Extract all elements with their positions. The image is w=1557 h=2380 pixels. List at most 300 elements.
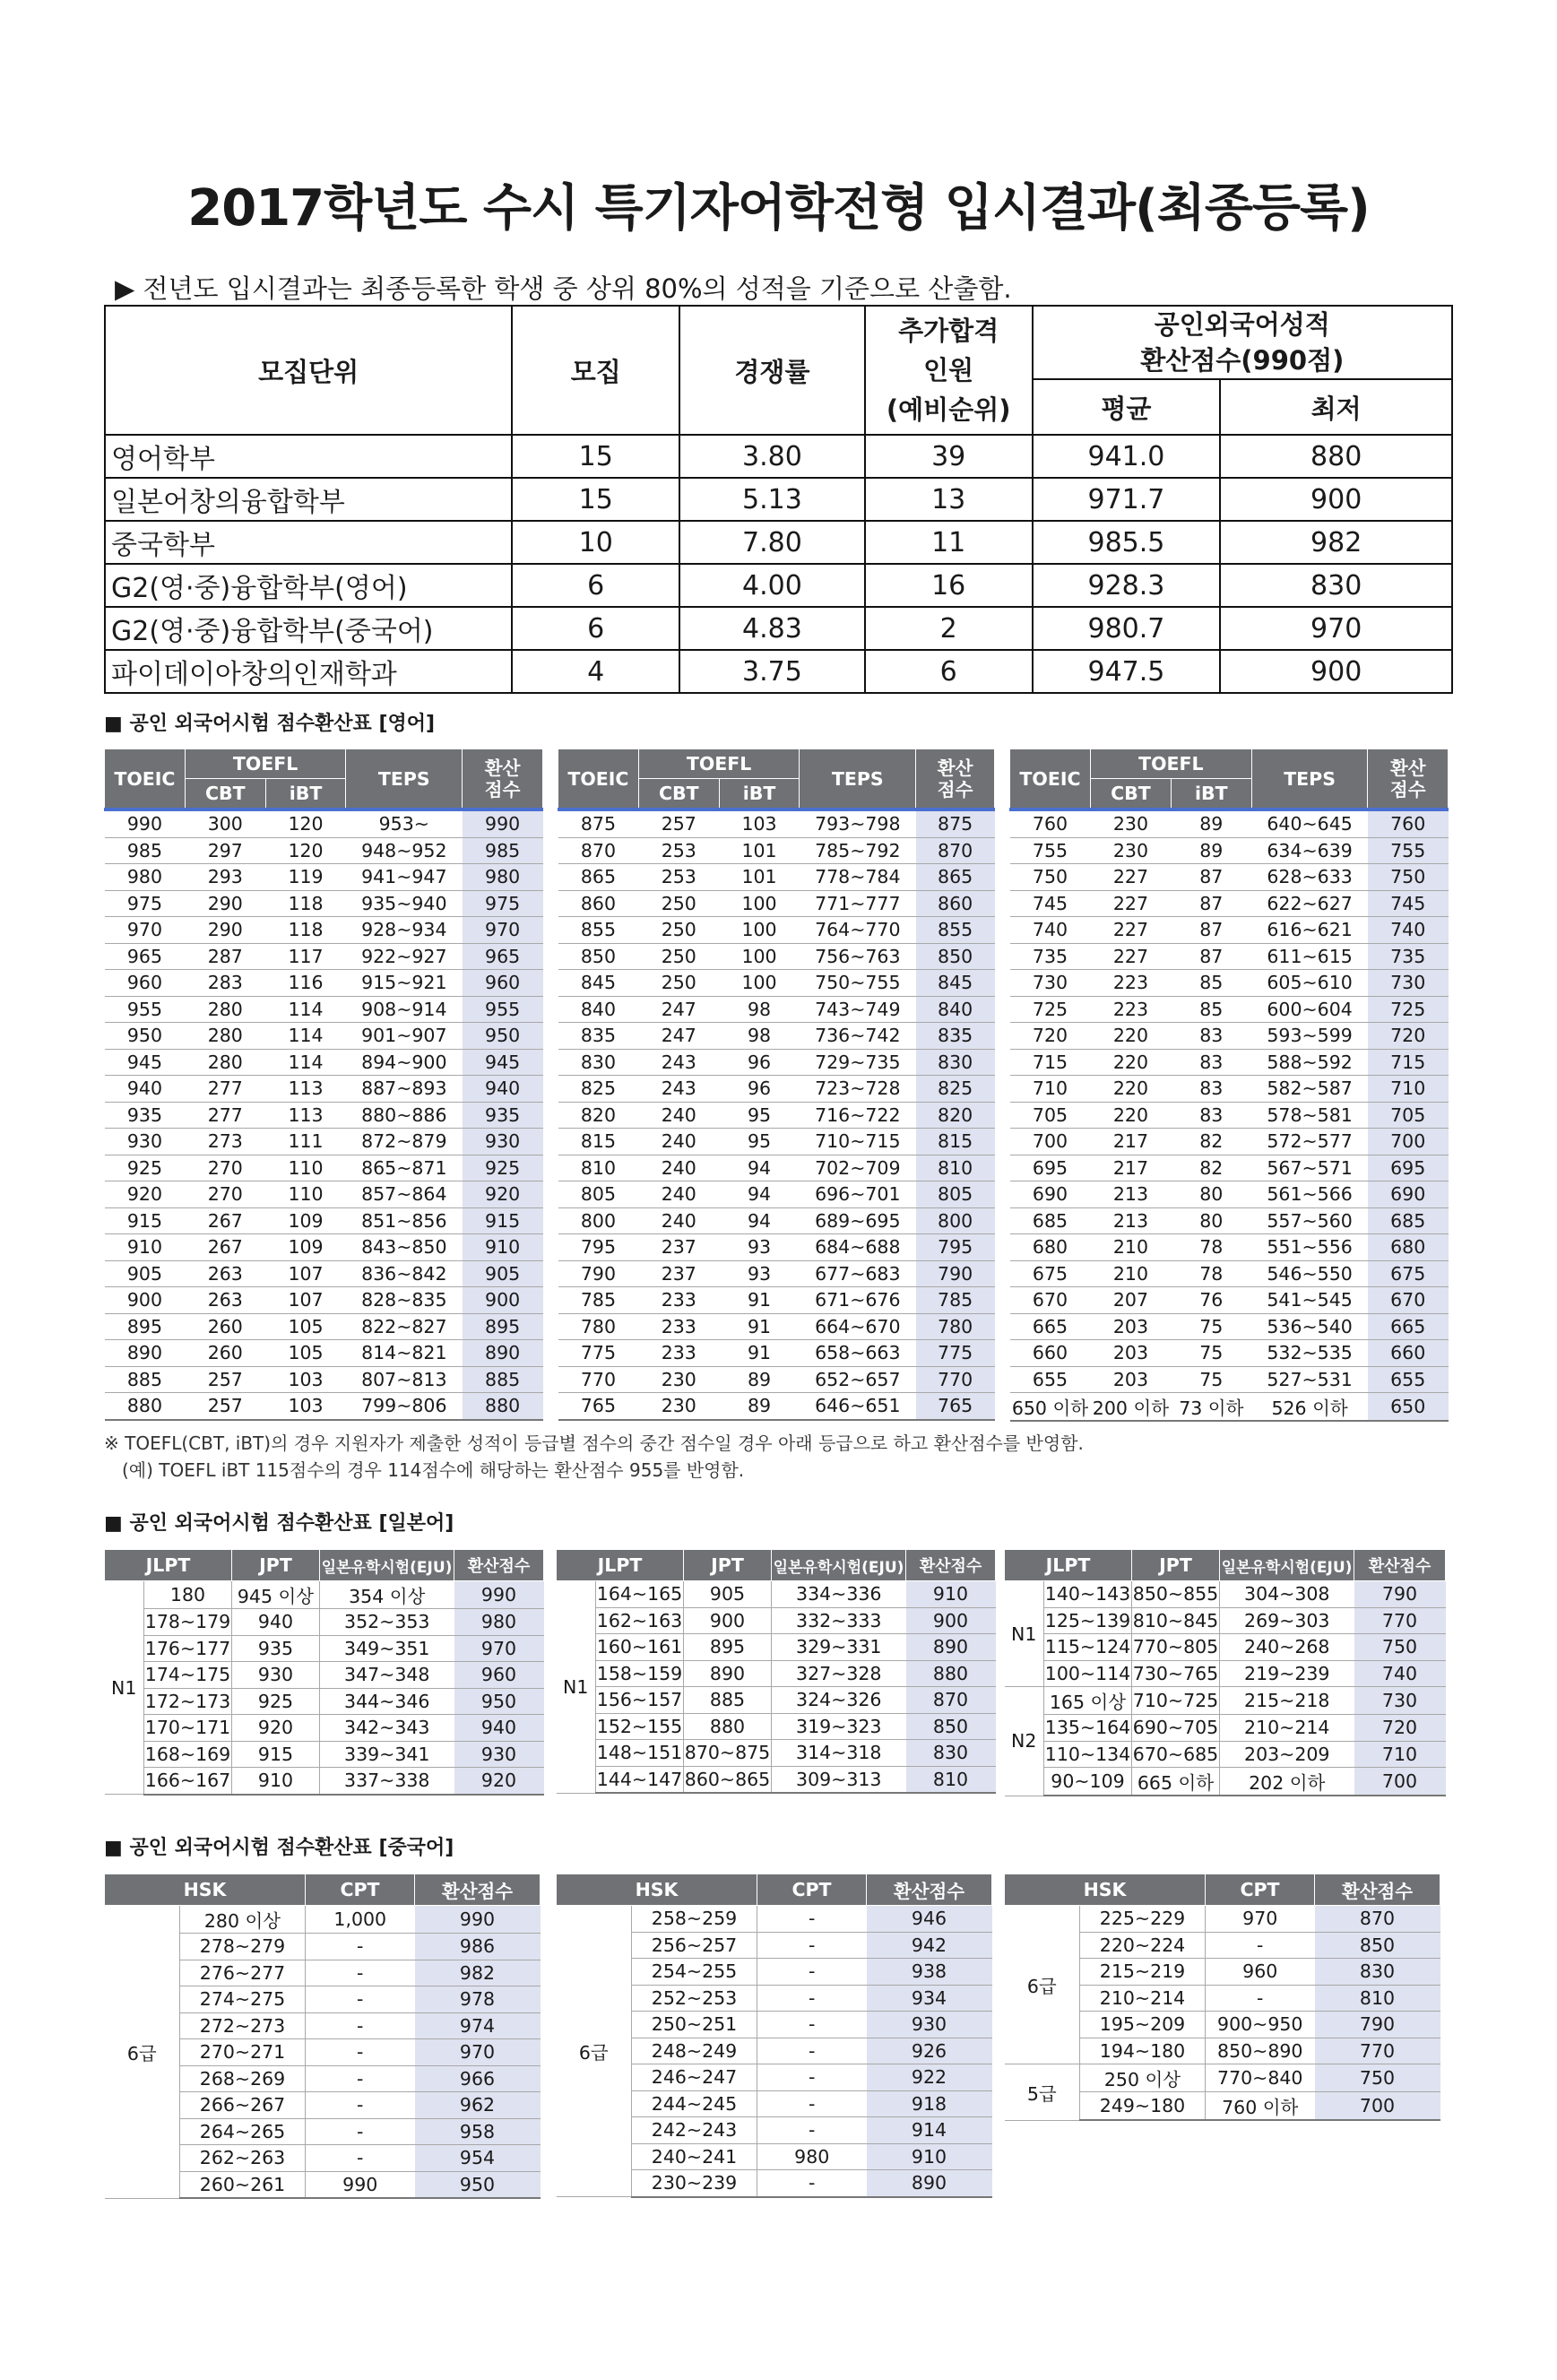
table-cell: 935 xyxy=(105,1102,186,1129)
table-cell: 240~241 xyxy=(632,2143,757,2170)
table-cell: 920 xyxy=(463,1181,543,1208)
score-header xyxy=(1368,749,1449,810)
table-cell: 300 xyxy=(185,809,265,837)
table-row xyxy=(105,996,543,1023)
table-cell: 755 xyxy=(1010,837,1091,864)
table-cell: 925 xyxy=(463,1155,543,1181)
table-cell: 890 xyxy=(867,2170,992,2197)
table-row xyxy=(557,1634,996,1661)
chinese-table xyxy=(1004,1874,1440,2121)
table-cell: 250 이상 xyxy=(1080,2064,1206,2092)
table-cell: 700 xyxy=(1354,1768,1446,1796)
table-cell: 250 xyxy=(638,970,719,997)
header-row xyxy=(1010,749,1449,779)
table-cell: 103 xyxy=(719,809,800,837)
table-cell: - xyxy=(306,2145,415,2172)
table-cell: 89 xyxy=(1171,837,1251,864)
table-cell: 905 xyxy=(105,1260,186,1287)
table-cell: 810~845 xyxy=(1132,1607,1220,1634)
table-cell: 243 xyxy=(638,1076,719,1103)
table-cell: 966 xyxy=(415,2065,541,2092)
table-cell: 101 xyxy=(719,864,800,891)
table-cell: 900 xyxy=(684,1607,772,1634)
table-cell: 611~615 xyxy=(1251,943,1368,970)
table-cell: 170~171 xyxy=(144,1715,232,1742)
table-cell: 180 xyxy=(144,1581,232,1609)
table-cell: 982 xyxy=(415,1960,541,1986)
table-cell: 940 xyxy=(232,1609,320,1636)
table-cell: 107 xyxy=(265,1260,346,1287)
table-cell: 780 xyxy=(916,1313,995,1340)
table-cell: 76 xyxy=(1171,1287,1251,1314)
table-cell: 87 xyxy=(1171,864,1251,891)
table-cell: 855 xyxy=(558,917,639,944)
table-cell: 974 xyxy=(415,2012,541,2039)
table-cell: 103 xyxy=(265,1366,346,1393)
level-cell: N1 xyxy=(105,1581,144,1795)
table-cell: 176~177 xyxy=(144,1635,232,1662)
table-cell: 860 xyxy=(916,890,995,917)
table-cell: 825 xyxy=(916,1076,995,1103)
table-cell: 955 xyxy=(105,996,186,1023)
table-row xyxy=(105,1129,543,1155)
score-header: 환산점수 xyxy=(454,1550,544,1581)
table-cell: - xyxy=(757,1906,867,1933)
table-cell: 855 xyxy=(916,917,995,944)
table-cell: 75 xyxy=(1171,1366,1251,1393)
page-title: 2017학년도 수시 특기자어학전형 입시결과(최종등록) xyxy=(187,179,1370,238)
table-cell: 223 xyxy=(1090,996,1171,1023)
table-cell: 270~271 xyxy=(180,2039,306,2066)
table-cell: 822~827 xyxy=(346,1313,463,1340)
table-cell: 880 xyxy=(463,1393,543,1420)
value-cell: 941.0 xyxy=(1033,435,1221,478)
table-cell: 110 xyxy=(265,1181,346,1208)
table-cell: 215~219 xyxy=(1080,1959,1206,1986)
table-cell: 541~545 xyxy=(1251,1287,1368,1314)
table-cell: - xyxy=(306,2065,415,2092)
table-cell: 280 이상 xyxy=(180,1906,306,1934)
table-cell: 690 xyxy=(1010,1181,1091,1208)
table-cell: 670 xyxy=(1010,1287,1091,1314)
table-row xyxy=(1010,1260,1449,1287)
table-cell: 875 xyxy=(916,809,995,837)
table-row xyxy=(1010,1287,1449,1314)
table-cell: 101 xyxy=(719,837,800,864)
value-cell: 3.75 xyxy=(679,650,865,693)
table-cell: 760 이하 xyxy=(1206,2092,1315,2121)
table-cell: 790 xyxy=(1315,2012,1440,2038)
table-cell: 980 xyxy=(454,1609,544,1636)
table-cell: 850~855 xyxy=(1132,1581,1220,1608)
table-cell: 116 xyxy=(265,970,346,997)
table-row xyxy=(557,1713,996,1740)
table-row xyxy=(105,1207,543,1234)
table-cell: 327~328 xyxy=(772,1660,906,1687)
table-cell: 260 xyxy=(185,1340,265,1367)
score-header: 환산점수 xyxy=(1315,1874,1440,1906)
table-cell: 799~806 xyxy=(346,1393,463,1420)
table-cell: 860 xyxy=(558,890,639,917)
table-row xyxy=(1005,2064,1440,2092)
table-row xyxy=(1010,1393,1449,1422)
table-cell: 83 xyxy=(1171,1023,1251,1050)
table-cell: 324~326 xyxy=(772,1687,906,1714)
table-cell: 965 xyxy=(463,943,543,970)
table-cell: 80 xyxy=(1171,1181,1251,1208)
jpt-header: JPT xyxy=(684,1550,772,1581)
table-cell: 720 xyxy=(1368,1023,1449,1050)
table-cell: 953~ xyxy=(346,809,463,837)
table-cell: 89 xyxy=(1171,809,1251,837)
level-cell: 5급 xyxy=(1005,2064,1080,2121)
table-cell: 252~253 xyxy=(632,1985,757,2012)
table-cell: 930 xyxy=(105,1129,186,1155)
table-cell: 319~323 xyxy=(772,1713,906,1740)
table-row xyxy=(557,1740,996,1767)
table-cell: 665 이하 xyxy=(1132,1768,1220,1796)
table-row xyxy=(105,917,543,944)
table-cell: 690~705 xyxy=(1132,1715,1220,1742)
table-cell: 339~341 xyxy=(320,1741,454,1768)
table-cell: 354 이상 xyxy=(320,1581,454,1609)
table-cell: - xyxy=(757,2170,867,2197)
table-cell: - xyxy=(306,1934,415,1960)
table-cell: 260~261 xyxy=(180,2171,306,2198)
value-cell: 900 xyxy=(1220,478,1452,521)
table-cell: - xyxy=(306,2012,415,2039)
table-cell: 650 이하 xyxy=(1010,1393,1091,1422)
table-cell: 860~865 xyxy=(684,1766,772,1793)
table-row xyxy=(105,1340,543,1367)
table-row xyxy=(558,1049,995,1076)
table-cell: 970 xyxy=(463,917,543,944)
table-cell: 109 xyxy=(265,1207,346,1234)
table-cell: 210 xyxy=(1090,1234,1171,1261)
table-cell: 110 xyxy=(265,1155,346,1181)
table-cell: 790 xyxy=(1354,1581,1446,1608)
table-cell: 843~850 xyxy=(346,1234,463,1261)
table-cell: 800 xyxy=(558,1207,639,1234)
level-cell: N2 xyxy=(1005,1687,1044,1796)
table-row xyxy=(105,1609,544,1636)
table-cell: 840 xyxy=(916,996,995,1023)
table-cell: 240 xyxy=(638,1155,719,1181)
table-cell: 270 xyxy=(185,1155,265,1181)
table-cell: 650 xyxy=(1368,1393,1449,1422)
level-cell: 6급 xyxy=(1005,1906,1080,2064)
table-cell: 845 xyxy=(558,970,639,997)
table-row xyxy=(105,650,1452,693)
table-cell: 337~338 xyxy=(320,1768,454,1795)
unit-cell: 일본어창의융합학부 xyxy=(105,478,512,521)
table-cell: 680 xyxy=(1010,1234,1091,1261)
table-cell: 220 xyxy=(1090,1049,1171,1076)
table-cell: 225~229 xyxy=(1080,1906,1206,1933)
table-cell: 705 xyxy=(1010,1102,1091,1129)
table-cell: 91 xyxy=(719,1340,800,1367)
table-cell: 89 xyxy=(719,1393,800,1420)
cpt-header: CPT xyxy=(306,1874,415,1906)
table-row xyxy=(105,1049,543,1076)
table-cell: 100 xyxy=(719,970,800,997)
table-cell: 658~663 xyxy=(800,1340,916,1367)
table-cell: 705 xyxy=(1368,1102,1449,1129)
table-cell: 646~651 xyxy=(800,1393,916,1420)
table-cell: 835 xyxy=(558,1023,639,1050)
table-cell: 729~735 xyxy=(800,1049,916,1076)
eju-header: 일본유학시험(EJU) xyxy=(1220,1550,1354,1581)
table-row xyxy=(558,1234,995,1261)
table-cell: 935 xyxy=(463,1102,543,1129)
table-cell: 875 xyxy=(558,809,639,837)
table-cell: 908~914 xyxy=(346,996,463,1023)
table-cell: 870 xyxy=(558,837,639,864)
table-cell: 800 xyxy=(916,1207,995,1234)
table-row xyxy=(1010,1313,1449,1340)
table-cell: 895 xyxy=(105,1313,186,1340)
table-cell: 870 xyxy=(1315,1906,1440,1933)
table-cell: 750~755 xyxy=(800,970,916,997)
value-cell: 13 xyxy=(865,478,1033,521)
table-cell: 664~670 xyxy=(800,1313,916,1340)
table-row xyxy=(105,1287,543,1314)
value-cell: 980.7 xyxy=(1033,607,1221,650)
header-row xyxy=(1005,1550,1446,1581)
table-cell: 95 xyxy=(719,1129,800,1155)
table-cell: 942 xyxy=(867,1932,992,1959)
table-row xyxy=(105,1023,543,1050)
table-cell: 820 xyxy=(916,1102,995,1129)
table-row xyxy=(1010,1049,1449,1076)
english-table xyxy=(104,749,543,1421)
table-cell: 276~277 xyxy=(180,1960,306,1986)
header-score-line1: 공인외국어성적 xyxy=(1154,309,1330,340)
table-cell: 1,000 xyxy=(306,1906,415,1934)
table-cell: 930 xyxy=(867,2012,992,2038)
table-cell: 814~821 xyxy=(346,1340,463,1367)
table-cell: 144~147 xyxy=(596,1766,684,1793)
table-cell: 735 xyxy=(1010,943,1091,970)
table-cell: - xyxy=(306,2118,415,2145)
table-cell: 114 xyxy=(265,996,346,1023)
table-cell: 227 xyxy=(1090,890,1171,917)
table-cell: 926 xyxy=(867,2038,992,2064)
unit-cell: 중국학부 xyxy=(105,521,512,564)
table-cell: 78 xyxy=(1171,1234,1251,1261)
table-cell: 835 xyxy=(916,1023,995,1050)
toeic-header: TOEIC xyxy=(1010,749,1091,810)
table-cell: 730 xyxy=(1010,970,1091,997)
table-row xyxy=(557,1660,996,1687)
english-table xyxy=(558,749,995,1421)
table-cell: 93 xyxy=(719,1260,800,1287)
table-cell: 220 xyxy=(1090,1023,1171,1050)
table-cell: 536~540 xyxy=(1251,1313,1368,1340)
table-cell: 980 xyxy=(463,864,543,891)
table-cell: 652~657 xyxy=(800,1366,916,1393)
table-cell: 990 xyxy=(454,1581,544,1609)
table-cell: 164~165 xyxy=(596,1581,684,1608)
table-cell: 890 xyxy=(463,1340,543,1367)
table-cell: 850 xyxy=(558,943,639,970)
table-cell: 910 xyxy=(463,1234,543,1261)
table-cell: 270 xyxy=(185,1181,265,1208)
value-cell: 10 xyxy=(512,521,679,564)
table-cell: 178~179 xyxy=(144,1609,232,1636)
table-cell: 830 xyxy=(906,1740,996,1767)
table-row xyxy=(558,1313,995,1340)
table-cell: 941~947 xyxy=(346,864,463,891)
table-cell: 830 xyxy=(916,1049,995,1076)
table-cell: 770 xyxy=(1354,1607,1446,1634)
table-cell: 960 xyxy=(105,970,186,997)
table-cell: 677~683 xyxy=(800,1260,916,1287)
table-cell: 158~159 xyxy=(596,1660,684,1687)
table-cell: 567~571 xyxy=(1251,1155,1368,1181)
table-row xyxy=(105,1260,543,1287)
teps-header: TEPS xyxy=(1251,749,1368,810)
table-cell: 588~592 xyxy=(1251,1049,1368,1076)
table-cell: 764~770 xyxy=(800,917,916,944)
table-cell: 778~784 xyxy=(800,864,916,891)
table-cell: 217 xyxy=(1090,1129,1171,1155)
table-cell: 253 xyxy=(638,864,719,891)
table-cell: 920 xyxy=(105,1181,186,1208)
table-cell: 162~163 xyxy=(596,1607,684,1634)
table-row xyxy=(558,1102,995,1129)
table-cell: 83 xyxy=(1171,1102,1251,1129)
cbt-header: CBT xyxy=(185,779,265,810)
hsk-header: HSK xyxy=(105,1874,306,1906)
table-cell: 203 xyxy=(1090,1313,1171,1340)
table-cell: 230 xyxy=(638,1393,719,1420)
table-cell: 280 xyxy=(185,1023,265,1050)
table-row xyxy=(1010,1181,1449,1208)
table-cell: 96 xyxy=(719,1049,800,1076)
table-cell: 915~921 xyxy=(346,970,463,997)
table-cell: 246~247 xyxy=(632,2064,757,2091)
table-cell: 96 xyxy=(719,1076,800,1103)
table-row xyxy=(558,1155,995,1181)
table-row xyxy=(558,1287,995,1314)
table-cell: 526 이하 xyxy=(1251,1393,1368,1422)
table-cell: 352~353 xyxy=(320,1609,454,1636)
table-cell: 960 xyxy=(1206,1959,1315,1986)
header-row xyxy=(105,1550,544,1581)
table-cell: 985 xyxy=(105,837,186,864)
table-cell: 85 xyxy=(1171,996,1251,1023)
table-cell: 710 xyxy=(1354,1741,1446,1768)
table-cell: 655 xyxy=(1010,1366,1091,1393)
table-cell: 960 xyxy=(463,970,543,997)
table-cell: 760 xyxy=(1010,809,1091,837)
table-cell: - xyxy=(757,2064,867,2091)
table-cell: 283 xyxy=(185,970,265,997)
table-cell: 267 xyxy=(185,1234,265,1261)
table-cell: 885 xyxy=(463,1366,543,1393)
table-cell: 720 xyxy=(1354,1715,1446,1742)
table-cell: 240~268 xyxy=(1220,1634,1354,1661)
toefl-example-footnote: (예) TOEFL iBT 115점수의 경우 114점수에 해당하는 환산점수 955를 반영함. xyxy=(122,1459,745,1481)
table-cell: 329~331 xyxy=(772,1634,906,1661)
unit-cell: 영어학부 xyxy=(105,435,512,478)
table-cell: 166~167 xyxy=(144,1768,232,1795)
table-cell: 690 xyxy=(1368,1181,1449,1208)
header-row xyxy=(105,749,543,779)
table-cell: 795 xyxy=(558,1234,639,1261)
table-cell: 830 xyxy=(558,1049,639,1076)
table-cell: 237 xyxy=(638,1260,719,1287)
table-row xyxy=(1005,1768,1446,1796)
table-row xyxy=(105,478,1452,521)
table-cell: 605~610 xyxy=(1251,970,1368,997)
table-cell: 934 xyxy=(867,1985,992,2012)
table-cell: 213 xyxy=(1090,1207,1171,1234)
table-cell: - xyxy=(757,1932,867,1959)
table-row xyxy=(558,917,995,944)
table-cell: 107 xyxy=(265,1287,346,1314)
header-avg: 평균 xyxy=(1033,379,1221,435)
table-cell: 165 이상 xyxy=(1044,1687,1132,1715)
score-header-line1: 환산 xyxy=(484,757,521,779)
table-cell: 885 xyxy=(105,1366,186,1393)
table-cell: 195~209 xyxy=(1080,2012,1206,2038)
table-cell: 240 xyxy=(638,1181,719,1208)
table-cell: 250 xyxy=(638,890,719,917)
table-cell: 272~273 xyxy=(180,2012,306,2039)
table-cell: 557~560 xyxy=(1251,1207,1368,1234)
table-cell: 103 xyxy=(265,1393,346,1420)
table-cell: 277 xyxy=(185,1102,265,1129)
value-cell: 985.5 xyxy=(1033,521,1221,564)
table-cell: 257 xyxy=(185,1393,265,1420)
table-cell: 950 xyxy=(454,1688,544,1715)
table-cell: 83 xyxy=(1171,1076,1251,1103)
table-cell: 290 xyxy=(185,917,265,944)
table-cell: 622~627 xyxy=(1251,890,1368,917)
table-cell: 900 xyxy=(105,1287,186,1314)
value-cell: 830 xyxy=(1220,564,1452,607)
table-cell: 865 xyxy=(558,864,639,891)
table-cell: 785 xyxy=(916,1287,995,1314)
table-cell: 118 xyxy=(265,917,346,944)
table-cell: 671~676 xyxy=(800,1287,916,1314)
table-cell: 600~604 xyxy=(1251,996,1368,1023)
table-cell: - xyxy=(757,2012,867,2038)
table-cell: 266~267 xyxy=(180,2092,306,2119)
table-cell: 332~333 xyxy=(772,1607,906,1634)
cbt-header: CBT xyxy=(638,779,719,810)
cpt-header: CPT xyxy=(757,1874,867,1906)
score-header-line2: 점수 xyxy=(937,778,973,801)
ibt-header: iBT xyxy=(719,779,800,810)
table-cell: 905 xyxy=(463,1260,543,1287)
table-cell: 770 xyxy=(558,1366,639,1393)
table-cell: 805 xyxy=(558,1181,639,1208)
table-cell: 94 xyxy=(719,1181,800,1208)
table-row xyxy=(558,996,995,1023)
table-cell: 168~169 xyxy=(144,1741,232,1768)
table-row xyxy=(558,1129,995,1155)
table-cell: 958 xyxy=(415,2118,541,2145)
table-cell: 793~798 xyxy=(800,809,916,837)
table-cell: 743~749 xyxy=(800,996,916,1023)
header-row xyxy=(1005,1874,1440,1906)
table-cell: 850 xyxy=(1315,1932,1440,1959)
table-cell: 309~313 xyxy=(772,1766,906,1793)
table-cell: 207 xyxy=(1090,1287,1171,1314)
